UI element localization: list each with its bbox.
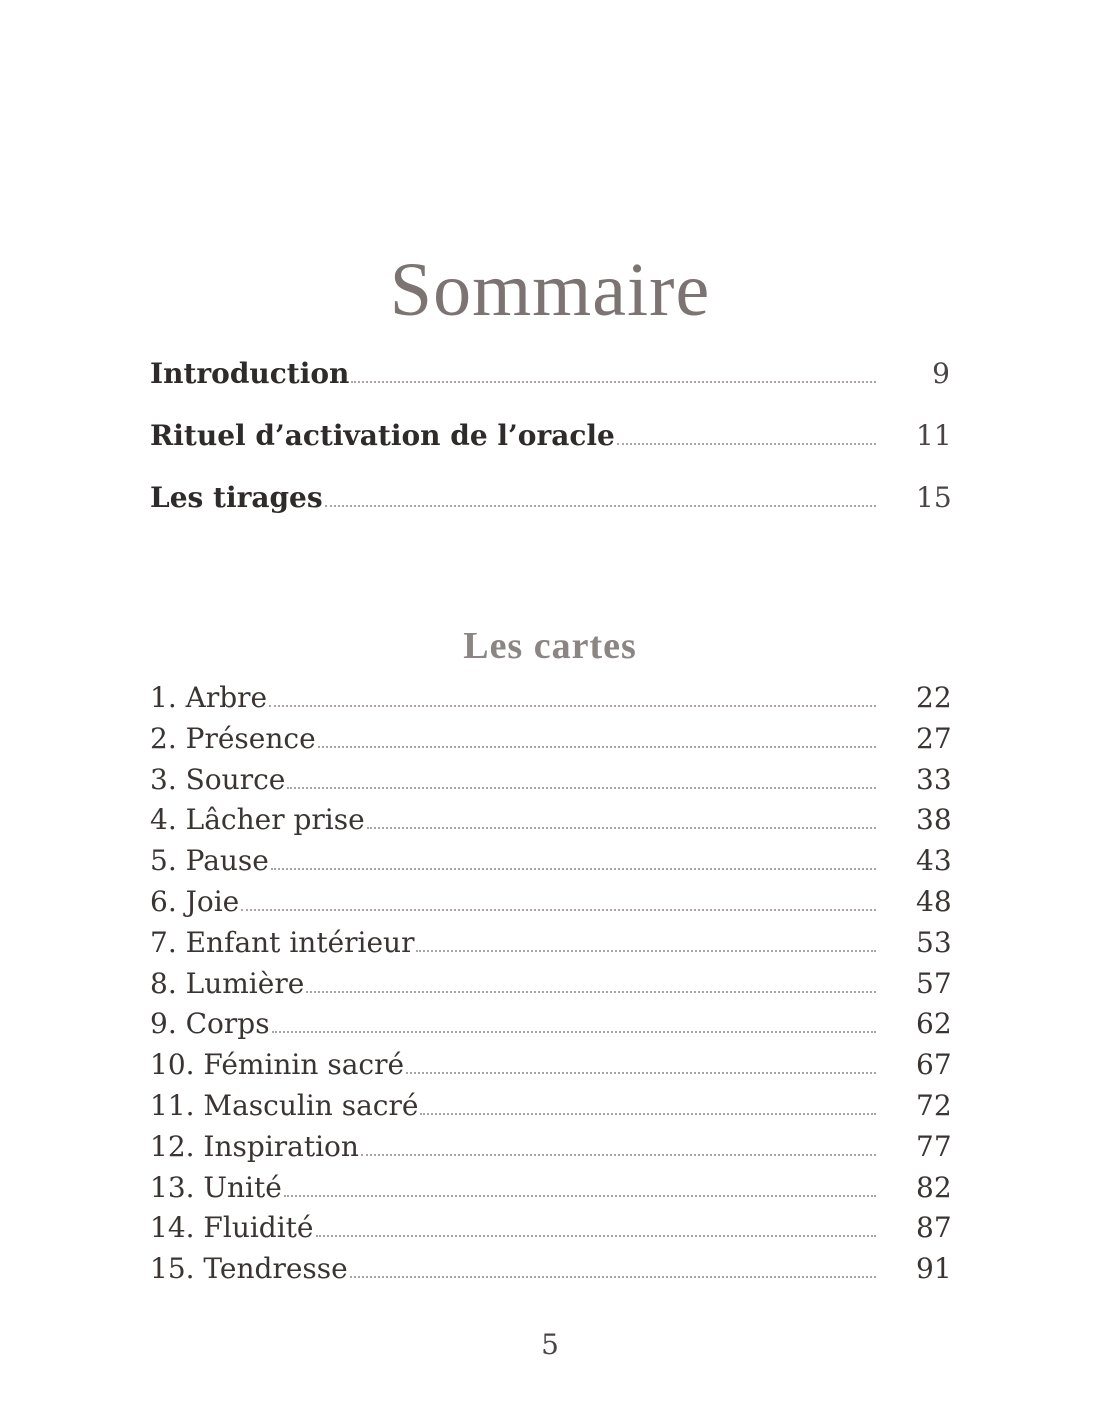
leader-dots — [418, 1113, 876, 1123]
leader-dots — [267, 705, 876, 715]
card-entry-label: 11. Masculin sacré — [150, 1088, 419, 1122]
leader-dots — [349, 381, 876, 391]
card-entry-page: 53 — [916, 925, 952, 959]
card-entry-page: 38 — [916, 803, 952, 837]
card-entry-page: 48 — [916, 884, 952, 918]
card-entry-label: 5. Pause — [150, 844, 269, 878]
card-entry-page: 57 — [916, 966, 952, 1000]
leader-dots — [285, 787, 876, 797]
leader-dots — [269, 868, 876, 878]
leader-dots — [282, 1195, 876, 1205]
card-entry-label: 1. Arbre — [150, 681, 268, 714]
card-entry-label: 7. Enfant intérieur — [150, 925, 415, 959]
card-entry[interactable] — [150, 1208, 950, 1249]
toc-entry-page: 15 — [916, 481, 952, 514]
toc-entry-introduction[interactable] — [150, 350, 950, 412]
card-entry-label: 12. Inspiration — [150, 1129, 359, 1163]
leader-dots — [348, 1276, 876, 1286]
leader-dots — [359, 1154, 876, 1164]
card-entry-label: 6. Joie — [150, 884, 240, 918]
card-entry-label: 9. Corps — [150, 1007, 270, 1041]
toc-entry-rituel[interactable] — [150, 412, 950, 474]
card-entry-page: 87 — [916, 1211, 952, 1245]
card-entry-label: 3. Source — [150, 762, 286, 796]
leader-dots — [615, 443, 876, 453]
card-entry-label: 2. Présence — [150, 721, 316, 755]
leader-dots — [314, 1235, 876, 1245]
card-entry-page: 62 — [916, 1007, 952, 1041]
leader-dots — [323, 505, 876, 515]
toc-entry-label: Introduction — [150, 357, 350, 390]
card-entry[interactable] — [150, 1004, 950, 1045]
card-entry[interactable] — [150, 719, 950, 760]
main-toc — [150, 350, 950, 536]
leader-dots — [414, 950, 876, 960]
card-entry[interactable] — [150, 678, 950, 719]
card-entry-label: 13. Unité — [150, 1170, 282, 1204]
page-title: Sommaire — [389, 247, 711, 332]
leader-dots — [404, 1072, 876, 1082]
card-entry-page: 91 — [916, 1252, 952, 1286]
card-entry-page: 43 — [916, 844, 952, 878]
page-number: 5 — [541, 1328, 559, 1361]
card-entry[interactable] — [150, 760, 950, 801]
card-entry-page: 33 — [916, 762, 952, 796]
card-entry[interactable] — [150, 1127, 950, 1168]
card-entry-label: 8. Lumière — [150, 966, 305, 1000]
card-entry-page: 67 — [916, 1048, 952, 1082]
card-entry-page: 27 — [916, 721, 952, 755]
card-entry[interactable] — [150, 923, 950, 964]
card-entry[interactable] — [150, 800, 950, 841]
card-entry[interactable] — [150, 1168, 950, 1209]
card-entry[interactable] — [150, 882, 950, 923]
leader-dots — [365, 827, 876, 837]
card-entry-page: 82 — [916, 1170, 952, 1204]
card-entry[interactable] — [150, 1249, 950, 1290]
toc-entry-tirages[interactable] — [150, 474, 950, 536]
card-entry-label: 4. Lâcher prise — [150, 803, 365, 837]
card-entry[interactable] — [150, 964, 950, 1005]
leader-dots — [239, 909, 876, 919]
card-entry-page: 77 — [916, 1129, 952, 1163]
card-entry-label: 10. Féminin sacré — [150, 1048, 405, 1082]
toc-entry-page: 9 — [932, 357, 950, 390]
card-entry-page: 72 — [916, 1088, 952, 1122]
toc-entry-label: Les tirages — [150, 481, 323, 514]
card-entry-page: 22 — [916, 681, 952, 714]
leader-dots — [304, 991, 876, 1001]
card-entry[interactable] — [150, 841, 950, 882]
leader-dots — [270, 1031, 876, 1041]
toc-entry-page: 11 — [916, 419, 952, 452]
card-entry-label: 15. Tendresse — [150, 1252, 348, 1286]
toc-entry-label: Rituel d’activation de l’oracle — [150, 419, 615, 452]
card-entry[interactable] — [150, 1045, 950, 1086]
cards-toc — [150, 678, 950, 1290]
card-entry[interactable] — [150, 1086, 950, 1127]
leader-dots — [316, 746, 876, 756]
cards-section-title: Les cartes — [463, 624, 637, 667]
card-entry-label: 14. Fluidité — [150, 1211, 314, 1245]
